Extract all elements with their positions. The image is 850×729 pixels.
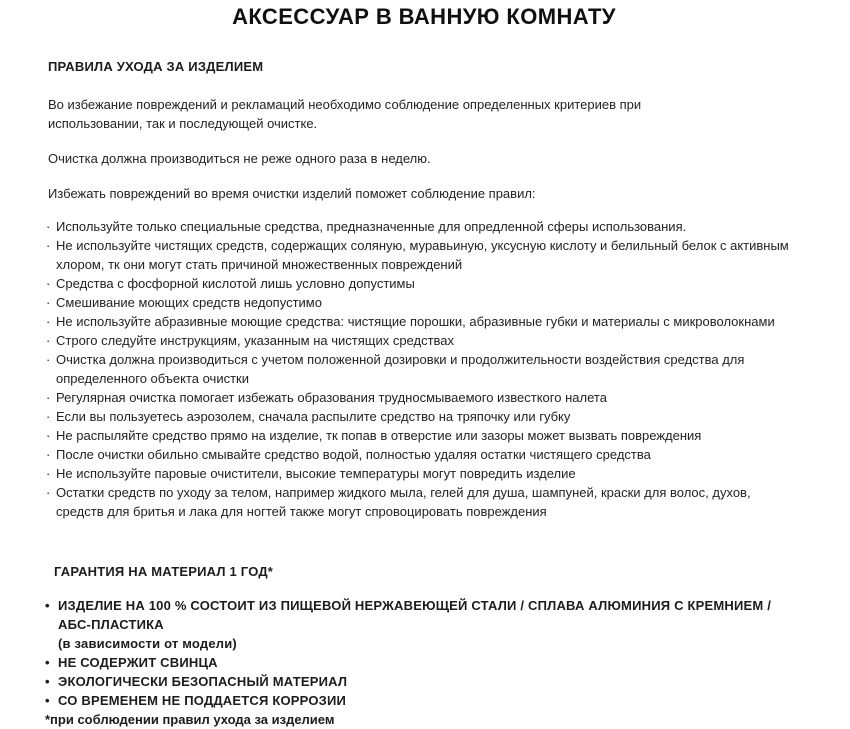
warranty-item — [45, 653, 800, 672]
warranty-item-text: (в зависимости от модели) — [58, 636, 237, 651]
bullet-dot-icon — [46, 426, 56, 445]
warranty-item-text: СО ВРЕМЕНЕМ НЕ ПОДДАЕТСЯ КОРРОЗИИ — [58, 693, 347, 708]
care-rule-item — [46, 464, 800, 483]
rules-lead-paragraph: Избежать повреждений во время очистки изделий поможет соблюдение правил: — [48, 186, 536, 201]
warranty-item-text: НЕ СОДЕРЖИТ СВИНЦА — [58, 655, 218, 670]
care-rule-text: Средства с фосфорной кислотой лишь условно допустимы — [56, 276, 415, 291]
bullet-dot-icon — [46, 350, 56, 388]
bullet-dot-icon — [45, 634, 58, 653]
care-rule-text: Не используйте паровые очистители, высокие температуры могут повредить изделие — [56, 466, 576, 481]
care-section-heading: ПРАВИЛА УХОДА ЗА ИЗДЕЛИЕМ — [48, 59, 264, 74]
bullet-dot-icon: • — [45, 674, 50, 689]
warranty-footnote: *при соблюдении правил ухода за изделием — [45, 712, 335, 727]
care-rule-text: Смешивание моющих средств недопустимо — [56, 295, 322, 310]
care-rule-item — [46, 312, 800, 331]
page-title: АКСЕССУАР В ВАННУЮ КОМНАТУ — [232, 4, 616, 29]
bullet-dot-icon — [46, 236, 56, 274]
care-rule-text: Если вы пользуетесь аэрозолем, сначала распылите средство на тряпочку или губку — [56, 409, 571, 424]
care-rule-item — [46, 331, 800, 350]
warranty-heading: ГАРАНТИЯ НА МАТЕРИАЛ 1 ГОД* — [54, 564, 274, 579]
care-rule-text: Регулярная очистка помогает избежать образования трудносмываемого известкого налета — [56, 390, 607, 405]
care-rule-text: Не распыляйте средство прямо на изделие, тк попав в отверстие или зазоры может вызвать повреждения — [56, 428, 702, 443]
care-rule-text: Используйте только специальные средства, предназначенные для опредленной сферы использования. — [56, 219, 687, 234]
warranty-section — [45, 564, 800, 729]
care-rule-item — [46, 388, 800, 407]
care-rule-text: После очистки обильно смывайте средство водой, полностью удаляя остатки чистящего средства — [56, 447, 651, 462]
care-rule-text: Не используйте абразивные моющие средства: чистящие порошки, абразивные губки и материалы с микроволокнами — [56, 314, 775, 329]
bullet-dot-icon — [46, 274, 56, 293]
bullet-dot-icon — [46, 407, 56, 426]
bullet-dot-icon: • — [45, 693, 50, 708]
warranty-item — [45, 634, 800, 653]
warranty-item — [45, 691, 800, 710]
care-rule-item — [46, 483, 800, 521]
warranty-list — [45, 596, 800, 710]
care-section — [48, 59, 800, 521]
bullet-dot-icon — [46, 331, 56, 350]
care-rules-list — [46, 217, 800, 521]
warranty-item-text: ИЗДЕЛИЕ НА 100 % СОСТОИТ ИЗ ПИЩЕВОЙ НЕРЖАВЕЮЩЕЙ СТАЛИ / СПЛАВА АЛЮМИНИЯ С КРЕМНИЕМ / АБС-ПЛАСТИКА — [58, 598, 772, 632]
bullet-dot-icon — [46, 312, 56, 331]
warranty-item-text: ЭКОЛОГИЧЕСКИ БЕЗОПАСНЫЙ МАТЕРИАЛ — [58, 674, 348, 689]
care-rule-item — [46, 217, 800, 236]
warranty-item — [45, 672, 800, 691]
care-rule-item — [46, 407, 800, 426]
care-rule-text: Остатки средств по уходу за телом, например жидкого мыла, гелей для душа, шампуней, краски для волос, духов, средств для бритья и лака для ногтей также могут спровоцировать повреждения — [56, 485, 751, 519]
care-rule-item — [46, 236, 800, 274]
care-rule-item — [46, 293, 800, 312]
bullet-dot-icon: • — [45, 598, 50, 613]
cleaning-frequency-paragraph: Очистка должна производиться не реже одного раза в неделю. — [48, 151, 431, 166]
care-rule-text: Очистка должна производиться с учетом положенной дозировки и продолжительности воздействия средства для определенного объекта очистки — [56, 352, 745, 386]
care-rule-text: Не используйте чистящих средств, содержащих соляную, муравьиную, уксусную кислоту и белильный белок с активным хлором, тк они могут стать причиной множественных повреждений — [56, 238, 789, 272]
care-rule-item — [46, 445, 800, 464]
bullet-dot-icon — [46, 388, 56, 407]
bullet-dot-icon — [46, 483, 56, 521]
care-rule-item — [46, 274, 800, 293]
bullet-dot-icon: • — [45, 655, 50, 670]
care-rule-text: Строго следуйте инструкциям, указанным на чистящих средствах — [56, 333, 455, 348]
care-rule-item — [46, 350, 800, 388]
care-rule-item — [46, 426, 800, 445]
bullet-dot-icon — [46, 293, 56, 312]
warranty-item — [45, 596, 800, 634]
intro-paragraph: Во избежание повреждений и рекламаций необходимо соблюдение определенных критериев при использовании, так и последующей очистке. — [48, 97, 642, 131]
bullet-dot-icon — [46, 217, 56, 236]
bullet-dot-icon — [46, 445, 56, 464]
bullet-dot-icon — [46, 464, 56, 483]
